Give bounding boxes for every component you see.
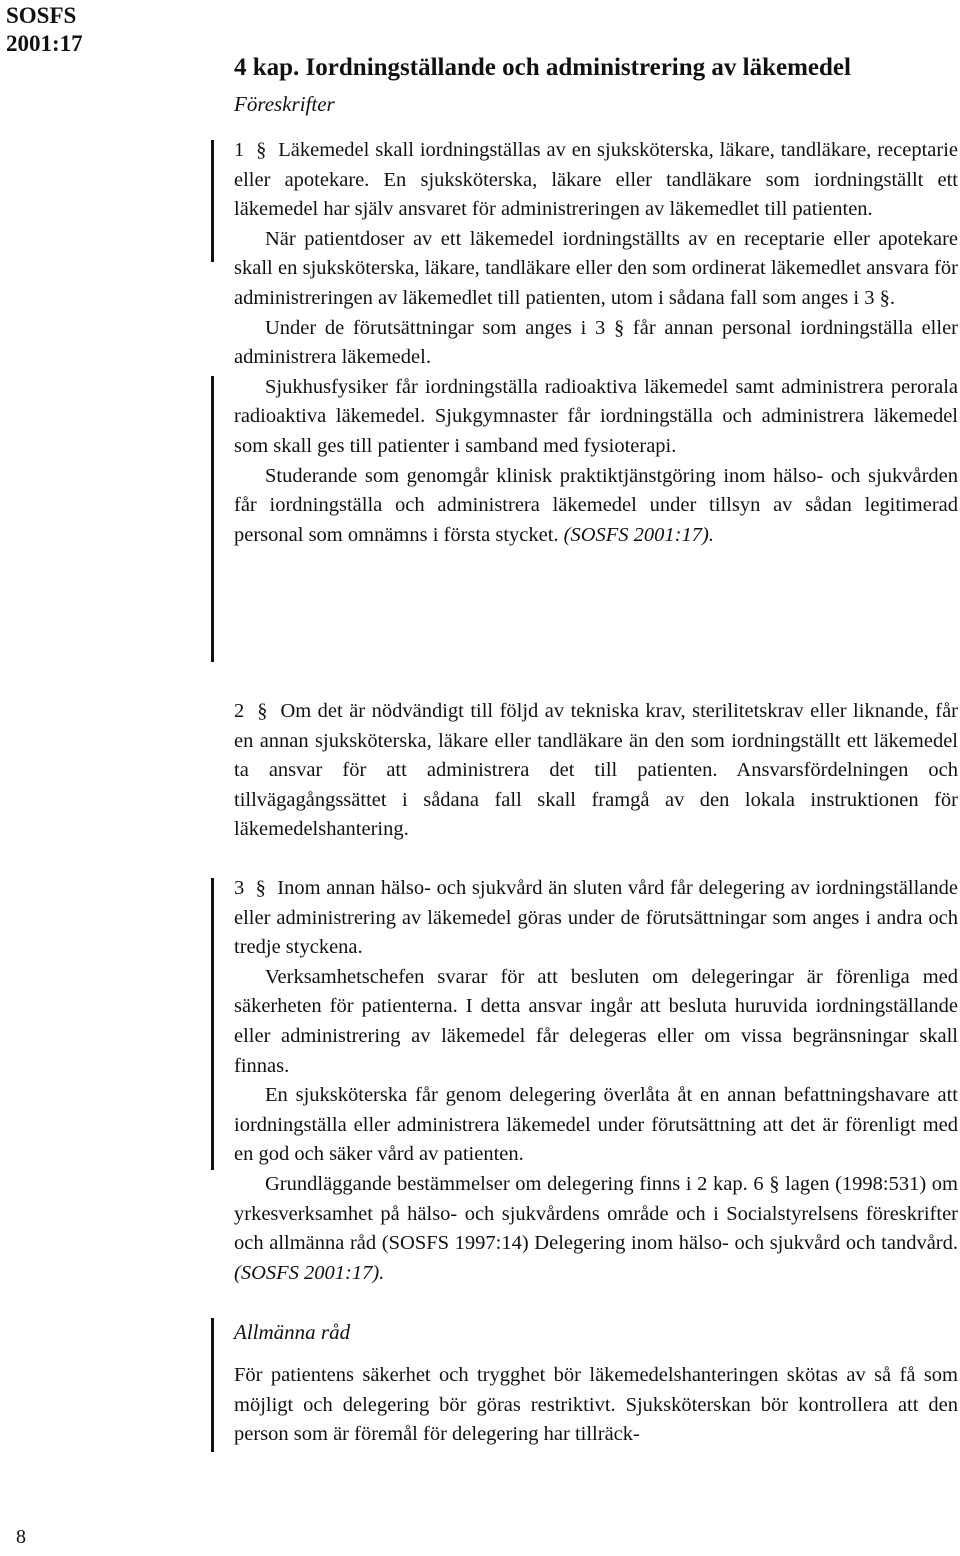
paragraph (234, 136, 958, 225)
series-number: 2001:17 (6, 31, 83, 56)
section-number: 3 (234, 877, 245, 899)
section-number: 1 (234, 139, 245, 161)
document-series-label (6, 2, 83, 58)
paragraph: När patientdoser av ett läkemedel iordningställts av en receptarie eller apotekare skall en sjuksköterska, läkare, tandläkare eller den som ordinerat läkemedlet ansvara för administreringen av läkemedlet till patienten, utom i sådana fall som anges i 3 §. (234, 227, 958, 309)
paragraph-text: Läkemedel skall iordningställas av en sjuksköterska, läkare, tandläkare, receptarie eller apotekare. En sjuksköterska, läkare eller tandläkare som iordningställt ett läkemedel har själv ansvaret för administreringen av läkemedlet till patienten. (234, 139, 959, 221)
section-2 (234, 697, 958, 845)
paragraph-text: Om det är nödvändigt till följd av tekniska krav, sterilitetskrav eller liknande, får en annan sjuksköterska, läkare eller tandläkare än den som iordningställt ett läkemedel ta ansvar för att administrera det till patienten. Ansvarsfördelningen och tillvägagångssättet i sådana fall skall framgå av den lokala instruktionen för läkemedelshantering. (234, 700, 959, 841)
section-sign: § (255, 877, 266, 899)
page-number: 8 (16, 1526, 26, 1548)
paragraph: Verksamhetschefen svarar för att besluten om delegeringar är förenliga med säkerheten för patienterna. I detta ansvar ingår att besluta huruvida iordningställande eller administrering av läkemedel får delegeras eller om vissa begränsningar skall finnas. (234, 965, 958, 1077)
section-sign: § (257, 700, 268, 722)
chapter-title: 4 kap. Iordningställande och administrering av läkemedel (234, 54, 851, 81)
section-number: 2 (234, 700, 245, 722)
paragraph: Under de förutsättningar som anges i 3 § får annan personal iordningställa eller administrera läkemedel. (234, 316, 958, 369)
revision-bar (211, 376, 214, 662)
section-3 (234, 874, 958, 1288)
amendment-reference: (SOSFS 2001:17). (563, 523, 714, 546)
series-name: SOSFS (6, 3, 77, 28)
foreskrifter-heading: Föreskrifter (234, 92, 335, 116)
revision-bar (211, 878, 214, 1170)
paragraph-text: Studerande som genomgår klinisk praktiktjänstgöring inom hälso- och sjukvården får iordningställa och administrera läkemedel under tillsyn av sådan legitimerad personal som omnämns i första stycket. (234, 464, 958, 546)
paragraph (234, 697, 958, 845)
allmanna-rad-section (234, 1361, 958, 1450)
amendment-reference: (SOSFS 2001:17). (234, 1261, 385, 1284)
paragraph-text: Grundläggande bestämmelser om delegering finns i 2 kap. 6 § lagen (1998:531) om yrkesverksamhet på hälso- och sjukvårdens område och i Socialstyrelsens föreskrifter och allmänna råd (SOSFS 1997:14) Delegering inom hälso- och sjukvård och tandvård. (234, 1172, 958, 1255)
paragraph: Sjukhusfysiker får iordningställa radioaktiva läkemedel samt administrera perorala radioaktiva läkemedel. Sjukgymnaster får iordningställa och administrera läkemedel som skall ges till patienter i samband med fysioterapi. (234, 375, 958, 457)
paragraph-text: Inom annan hälso- och sjukvård än sluten vård får delegering av iordningställande eller administrering av läkemedel göras under de förutsättningar som anges i andra och tredje styckena. (234, 877, 959, 959)
paragraph: En sjuksköterska får genom delegering överlåta åt en annan befattningshavare att iordningställa eller administrera läkemedel under förutsättning att det är förenligt med en god och säker vård av patienten. (234, 1084, 958, 1166)
section-1 (234, 136, 958, 550)
section-sign: § (256, 139, 267, 161)
paragraph (234, 1170, 958, 1288)
allmanna-rad-heading: Allmänna råd (234, 1320, 351, 1344)
revision-bar (211, 140, 214, 262)
revision-bar (211, 1318, 214, 1452)
paragraph (234, 462, 958, 551)
paragraph (234, 874, 958, 963)
paragraph: För patientens säkerhet och trygghet bör läkemedelshanteringen skötas av så få som möjligt och delegering bör göras restriktivt. Sjuksköterskan bör kontrollera att den person som är föremål för delegering har tillräck- (234, 1364, 958, 1446)
